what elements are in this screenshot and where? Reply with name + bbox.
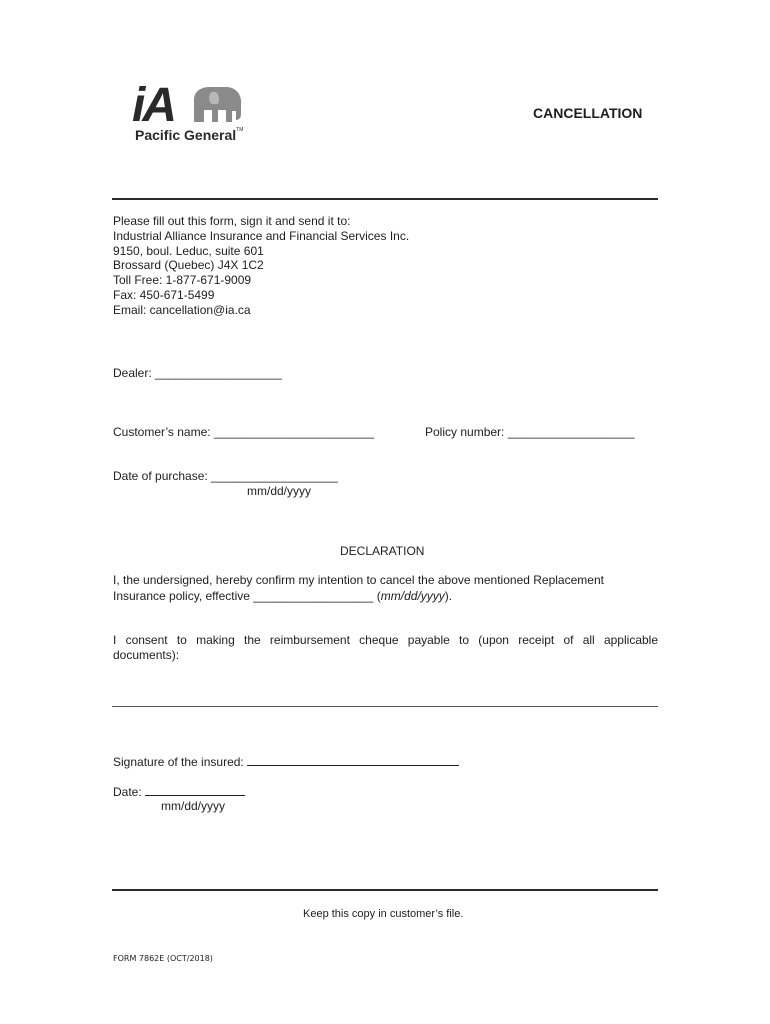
effective-date-format: mm/dd/yyyy <box>380 589 445 603</box>
policy-number-field[interactable]: Policy number: ___________________ <box>425 425 635 439</box>
payee-line[interactable] <box>112 706 658 707</box>
address-line: Fax: 450-671-5499 <box>113 287 215 302</box>
form-code: FORM 7862E (OCT/2018) <box>113 954 213 963</box>
customer-name-field[interactable]: Customer’s name: ________________________ <box>113 425 375 439</box>
dealer-field[interactable]: Dealer: ___________________ <box>113 366 282 380</box>
keep-copy-note: Keep this copy in customer’s file. <box>303 908 464 920</box>
declaration-text-line1: I, the undersigned, hereby confirm my intention to cancel the above mentioned Replacement <box>113 573 604 587</box>
address-line: Please fill out this form, sign it and send it to: <box>113 214 351 228</box>
date-row <box>113 783 245 800</box>
address-line: Industrial Alliance Insurance and Financial Services Inc. <box>113 228 410 243</box>
consent-text-line1: I consent to making the reimbursement cheque payable to (upon receipt of all applicable <box>113 633 658 647</box>
header-divider <box>112 198 658 200</box>
date-label: Date: <box>113 785 142 799</box>
address-line: Email: cancellation@ia.ca <box>113 302 251 317</box>
address-line: Brossard (Quebec) J4X 1C2 <box>113 258 264 273</box>
declaration-text-line2: Insurance policy, effective __________________ (mm/dd/yyyy). <box>113 589 453 603</box>
logo-ia-text: iA <box>132 79 174 132</box>
date-format-hint: mm/dd/yyyy <box>247 484 312 498</box>
elephant-logo-icon <box>188 84 244 128</box>
signature-line[interactable] <box>247 753 459 766</box>
declaration-heading: DECLARATION <box>340 544 425 558</box>
consent-text-line2: documents): <box>113 648 180 662</box>
logo-subtitle: Pacific General™ <box>135 127 244 143</box>
date-line[interactable] <box>145 783 245 796</box>
address-block <box>113 214 409 318</box>
signature-date-format-hint: mm/dd/yyyy <box>161 799 226 813</box>
signature-row <box>113 753 459 770</box>
page-title: CANCELLATION <box>533 105 643 121</box>
address-line: Toll Free: 1-877-671-9009 <box>113 273 252 288</box>
footer-divider <box>112 889 658 891</box>
date-of-purchase-field[interactable]: Date of purchase: ___________________ <box>113 469 338 483</box>
signature-label: Signature of the insured: <box>113 755 244 769</box>
address-line: 9150, boul. Leduc, suite 601 <box>113 243 264 258</box>
